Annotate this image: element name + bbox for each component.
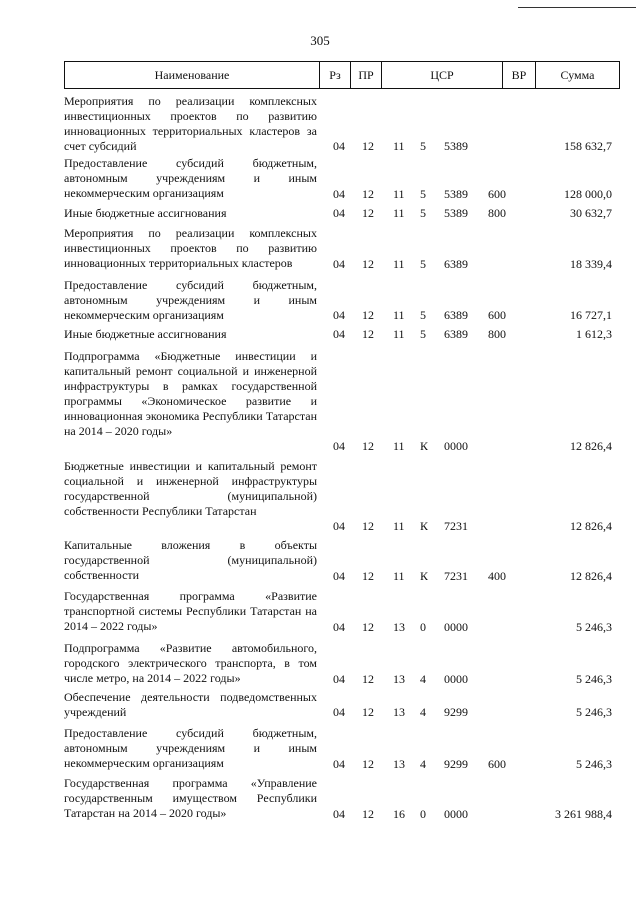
cell-csr-code: 0000 — [444, 807, 468, 821]
cell-sum: 5 246,3 — [576, 620, 612, 634]
cell-name: Иные бюджетные ассигнования — [64, 206, 227, 220]
cell-csr-program: 13 — [393, 672, 405, 686]
cell-vr: 800 — [488, 327, 506, 341]
table-row — [64, 538, 624, 584]
cell-rz: 04 — [333, 308, 345, 322]
cell-pr: 12 — [362, 620, 374, 634]
cell-csr-subprogram: 4 — [420, 672, 426, 686]
cell-sum: 5 246,3 — [576, 672, 612, 686]
cell-csr-program: 11 — [393, 308, 405, 322]
cell-csr-program: 16 — [393, 807, 405, 821]
cell-sum: 12 826,4 — [570, 519, 612, 533]
cell-rz: 04 — [333, 327, 345, 341]
cell-pr: 12 — [362, 439, 374, 453]
cell-csr-code: 9299 — [444, 705, 468, 719]
table-row — [64, 690, 624, 720]
table-row — [64, 641, 624, 687]
cell-csr-program: 11 — [393, 139, 405, 153]
cell-csr-subprogram: 5 — [420, 308, 426, 322]
cell-name: Иные бюджетные ассигнования — [64, 327, 227, 341]
cell-rz: 04 — [333, 705, 345, 719]
cell-csr-code: 7231 — [444, 519, 468, 533]
cell-csr-code: 7231 — [444, 569, 468, 583]
cell-csr-code: 6389 — [444, 327, 468, 341]
cell-name: Капитальные вложения в объекты государственной (муниципальной) собственности — [64, 538, 317, 582]
cell-rz: 04 — [333, 519, 345, 533]
cell-name: Мероприятия по реализации комплексных инвестиционных проектов по развитию инновационных территориальных кластеров — [64, 226, 317, 270]
cell-vr: 400 — [488, 569, 506, 583]
cell-name: Предоставление субсидий бюджетным, автономным учреждениям и иным некоммерческим организациям — [64, 726, 317, 770]
cell-csr-program: 11 — [393, 569, 405, 583]
cell-csr-subprogram: 5 — [420, 206, 426, 220]
cell-pr: 12 — [362, 672, 374, 686]
cell-csr-code: 5389 — [444, 139, 468, 153]
cell-rz: 04 — [333, 620, 345, 634]
cell-rz: 04 — [333, 439, 345, 453]
cell-csr-subprogram: К — [420, 439, 429, 453]
cell-csr-subprogram: К — [420, 569, 429, 583]
header-pr: ПР — [351, 62, 382, 88]
cell-csr-subprogram: 5 — [420, 139, 426, 153]
cell-sum: 5 246,3 — [576, 705, 612, 719]
cell-pr: 12 — [362, 206, 374, 220]
cell-sum: 3 261 988,4 — [555, 807, 612, 821]
cell-csr-subprogram: К — [420, 519, 429, 533]
cell-csr-subprogram: 0 — [420, 807, 426, 821]
cell-csr-code: 5389 — [444, 206, 468, 220]
cell-pr: 12 — [362, 569, 374, 583]
cell-pr: 12 — [362, 308, 374, 322]
cell-csr-program: 11 — [393, 187, 405, 201]
header-rz: Рз — [320, 62, 351, 88]
table-row — [64, 156, 624, 202]
cell-sum: 18 339,4 — [570, 257, 612, 271]
table-row — [64, 459, 624, 534]
table-row — [64, 94, 624, 154]
table-row — [64, 589, 624, 635]
table-row — [64, 776, 624, 822]
cell-csr-subprogram: 0 — [420, 620, 426, 634]
table-row — [64, 278, 624, 323]
cell-name: Подпрограмма «Развитие автомобильного, городского электрического транспорта, в том числе метро, на 2014 – 2022 годы» — [64, 641, 317, 685]
cell-pr: 12 — [362, 519, 374, 533]
cell-vr: 800 — [488, 206, 506, 220]
cell-csr-subprogram: 4 — [420, 705, 426, 719]
table-row — [64, 726, 624, 772]
cell-sum: 12 826,4 — [570, 439, 612, 453]
header-name: Наименование — [65, 62, 320, 88]
cell-sum: 12 826,4 — [570, 569, 612, 583]
cell-csr-subprogram: 5 — [420, 257, 426, 271]
table-row — [64, 206, 624, 221]
cell-csr-subprogram: 5 — [420, 327, 426, 341]
header-sum: Сумма — [560, 67, 595, 82]
cell-pr: 12 — [362, 807, 374, 821]
table-row — [64, 226, 624, 272]
cell-csr-subprogram: 4 — [420, 757, 426, 771]
cell-rz: 04 — [333, 757, 345, 771]
cell-name: Мероприятия по реализации комплексных инвестиционных проектов по развитию инновационных территориальных кластеров за счет субсидий — [64, 94, 317, 153]
cell-csr-program: 13 — [393, 757, 405, 771]
cell-vr: 600 — [488, 187, 506, 201]
table-row — [64, 327, 624, 342]
header-vr: ВР — [503, 62, 536, 88]
table-header — [64, 61, 620, 89]
cell-csr-program: 11 — [393, 327, 405, 341]
cell-pr: 12 — [362, 139, 374, 153]
cell-rz: 04 — [333, 569, 345, 583]
cell-name: Государственная программа «Управление государственным имуществом Республики Татарстан на 2014 – 2020 годы» — [64, 776, 317, 820]
cell-csr-code: 0000 — [444, 439, 468, 453]
cell-sum: 30 632,7 — [570, 206, 612, 220]
cell-sum: 1 612,3 — [576, 327, 612, 341]
cell-csr-code: 5389 — [444, 187, 468, 201]
cell-csr-program: 11 — [393, 439, 405, 453]
cell-pr: 12 — [362, 187, 374, 201]
cell-sum: 128 000,0 — [564, 187, 612, 201]
cell-csr-program: 11 — [393, 519, 405, 533]
cell-csr-code: 6389 — [444, 257, 468, 271]
cell-rz: 04 — [333, 139, 345, 153]
table-row — [64, 349, 624, 454]
cell-pr: 12 — [362, 257, 374, 271]
cell-sum: 5 246,3 — [576, 757, 612, 771]
cell-vr: 600 — [488, 757, 506, 771]
cell-csr-code: 9299 — [444, 757, 468, 771]
cell-rz: 04 — [333, 187, 345, 201]
cell-rz: 04 — [333, 206, 345, 220]
cell-pr: 12 — [362, 327, 374, 341]
cell-rz: 04 — [333, 257, 345, 271]
cell-sum: 16 727,1 — [570, 308, 612, 322]
cell-name: Бюджетные инвестиции и капитальный ремонт социальной и инженерной инфраструктуры государственной (муниципальной) собственности Республики Татарстан — [64, 459, 317, 518]
cell-sum: 158 632,7 — [564, 139, 612, 153]
cell-csr-code: 0000 — [444, 620, 468, 634]
cell-csr-program: 13 — [393, 620, 405, 634]
cell-pr: 12 — [362, 705, 374, 719]
cell-vr: 600 — [488, 308, 506, 322]
cell-name: Государственная программа «Развитие транспортной системы Республики Татарстан на 2014 – 2022 годы» — [64, 589, 317, 633]
cell-csr-program: 13 — [393, 705, 405, 719]
cell-name: Предоставление субсидий бюджетным, автономным учреждениям и иным некоммерческим организациям — [64, 278, 317, 322]
cell-csr-code: 0000 — [444, 672, 468, 686]
cell-rz: 04 — [333, 672, 345, 686]
top-rule — [518, 7, 636, 8]
cell-csr-program: 11 — [393, 206, 405, 220]
cell-csr-subprogram: 5 — [420, 187, 426, 201]
header-csr: ЦСР — [382, 62, 503, 88]
cell-csr-program: 11 — [393, 257, 405, 271]
page-number: 305 — [310, 33, 330, 48]
cell-rz: 04 — [333, 807, 345, 821]
cell-pr: 12 — [362, 757, 374, 771]
cell-name: Предоставление субсидий бюджетным, автономным учреждениям и иным некоммерческим организациям — [64, 156, 317, 200]
cell-csr-code: 6389 — [444, 308, 468, 322]
cell-name: Подпрограмма «Бюджетные инвестиции и капитальный ремонт социальной и инженерной инфраструктуры в рамках государственной программы «Экономическое развитие и инновационная экономика Республики Татарстан на 2014 – 2020 годы» — [64, 349, 317, 438]
cell-name: Обеспечение деятельности подведомственных учреждений — [64, 690, 317, 719]
